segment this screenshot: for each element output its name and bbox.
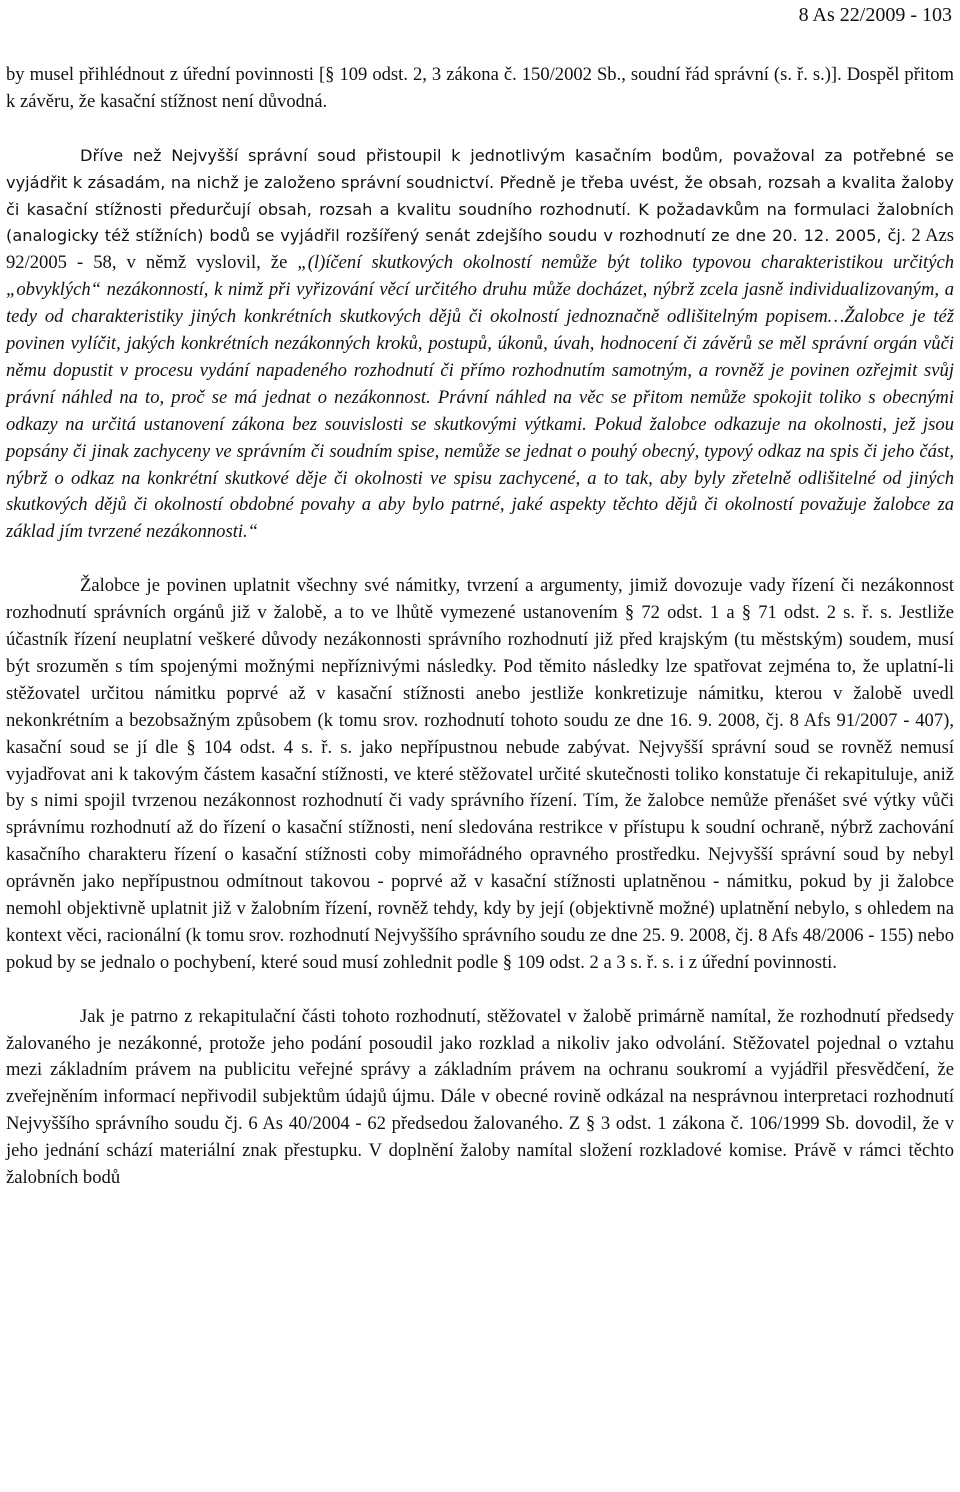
paragraph-2-intro: Dříve než Nejvyšší správní soud přistoupil k jednotlivým kasačním bodům, považoval za potřebné se vyjádřit k zásadám, na nichž je založeno správní soudnictví. Předně je třeba uvést, že obsah, rozsah a kvalita žaloby či kasační stížnosti předurčují obsah, rozsah a kvalitu soudního rozhodnutí. K požadavkům na formulaci žalobních (analogicky též stížních) bodů se vyjádřil rozšířený senát zdejšího soudu v rozhodnutí ze dne 20. 12. 2005, čj. bbox=[6, 145, 954, 246]
paragraph-1 bbox=[6, 62, 954, 116]
case-number-header: 8 As 22/2009 - 103 bbox=[798, 4, 952, 26]
paragraph-2-text: 2 Azs 92/2005 - 58, v němž vyslovil, že bbox=[6, 225, 954, 274]
paragraph-4 bbox=[6, 1004, 954, 1192]
paragraph-3 bbox=[6, 573, 954, 977]
paragraph-2-quote: „(l)íčení skutkových okolností nemůže být toliko typovou charakteristikou určitých „obvyklých“ nezákonností, k nimž při vyřizování věcí určitého druhu může docházet, nýbrž zcela jasně individualizovaným, a tedy od charakteristiky jiných konkrétních skutkových dějů či okolností jednoznačně odlišitelným popisem…Žalobce je též povinen vylíčit, jakých konkrétních nezákonných kroků, postupů, úkonů, úvah, hodnocení či závěrů se měl správní orgán vůči němu dopustit v procesu vydání napadeného rozhodnutí či přímo rozhodnutím samotným, a rovněž je povinen ozřejmit svůj právní náhled na to, proč se má jednat o nezákonnost. Právní náhled na věc se přitom nemůže spokojit toliko s obecnými odkazy na určitá ustanovení zákona bez souvislosti se skutkovými výtkami. Pokud žalobce odkazuje na okolnosti, jež jsou popsány či jinak zachyceny ve správním či soudním spise, nemůže se jednat o pouhý obecný, typový odkaz na spis či jeho část, nýbrž o odkaz na konkrétní skutkové děje či okolnosti ve spisu zachycené, a to tak, aby byly zřetelně odlišitelné od jiných skutkových dějů či okolností obdobné povahy a aby bylo patrné, jaké aspekty těchto dějů či okolností považuje žalobce za základ jím tvrzené nezákonnosti.“ bbox=[6, 252, 954, 543]
paragraph-3-text: Žalobce je povinen uplatnit všechny své námitky, tvrzení a argumenty, jimiž dovozuje vady řízení či nezákonnost rozhodnutí správních orgánů již v žalobě, a to ve lhůtě vymezené ustanovením § 72 odst. 1 a § 71 odst. 2 s. ř. s. Jestliže účastník řízení neuplatní veškeré důvody nezákonnosti správního rozhodnutí již před krajským (tu městským) soudem, musí být srozuměn s tím spojenými možnými nepříznivými následky. Pod těmito následky lze spatřovat zejména to, že uplatní-li stěžovatel určitou námitku poprvé až v kasační stížnosti anebo jestliže konkretizuje námitku, kterou v žalobě uvedl nekonkrétním a bezobsažným způsobem (k tomu srov. rozhodnutí tohoto soudu ze dne 16. 9. 2008, čj. 8 Afs 91/2007 - 407), kasační soud se jí dle § 104 odst. 4 s. ř. s. jako nepřípustnou nebude zabývat. Nejvyšší správní soud se rovněž nemusí vyjadřovat ani k takovým částem kasační stížnosti, ve které stěžovatel určité skutečnosti toliko konstatuje či rekapituluje, aniž by s nimi spojil tvrzenou nezákonnost rozhodnutí či vady správního řízení. Tím, že žalobce nemůže přenášet své výtky vůči správnímu rozhodnutí až do řízení o kasační stížnosti, není sledována restrikce v přístupu k soudní ochraně, nýbrž zachování kasačního charakteru řízení o kasační stížnosti coby mimořádného opravného prostředku. Nejvyšší správní soud by nebyl oprávněn jako nepřípustnou odmítnout takovou - poprvé až v kasační stížnosti uplatněnou - námitku, pokud by ji žalobce nemohl objektivně uplatnit již v žalobním řízení, rovněž tehdy, kdy by její (objektivně možné) uplatnění nebylo, s ohledem na kontext věci, racionální (k tomu srov. rozhodnutí Nejvyššího správního soudu ze dne 25. 9. 2008, čj. 8 Afs 48/2006 - 155) nebo pokud by se jednalo o pochybení, které soud musí zohlednit podle § 109 odst. 2 a 3 s. ř. s. i z úřední povinnosti. bbox=[6, 575, 954, 973]
document-body bbox=[6, 62, 954, 1192]
paragraph-1-text: by musel přihlédnout z úřední povinnosti [§ 109 odst. 2, 3 zákona č. 150/2002 Sb., soudní řád správní (s. ř. s.)]. Dospěl přitom k závěru, že kasační stížnost není důvodná. bbox=[6, 64, 954, 112]
paragraph-2 bbox=[6, 143, 954, 547]
paragraph-4-text: Jak je patrno z rekapitulační části tohoto rozhodnutí, stěžovatel v žalobě primárně namítal, že rozhodnutí předsedy žalovaného je nezákonné, protože jeho podání posoudil jako rozklad a nikoliv jako odvolání. Stěžovatel pojednal o vztahu mezi základním právem na publicitu veřejné správy a základním právem na ochranu soukromí a vyjádřil přesvědčení, že zveřejněním informací nepřivodil subjektům údajů újmu. Dále v obecné rovině odkázal na nesprávnou interpretaci rozhodnutí Nejvyššího správního soudu čj. 6 As 40/2004 - 62 předsedou žalovaného. Z § 3 odst. 1 zákona č. 106/1999 Sb. dovodil, že v jeho jednání schází materiální znak přestupku. V doplnění žaloby namítal složení rozkladové komise. Právě v rámci těchto žalobních bodů bbox=[6, 1005, 954, 1189]
